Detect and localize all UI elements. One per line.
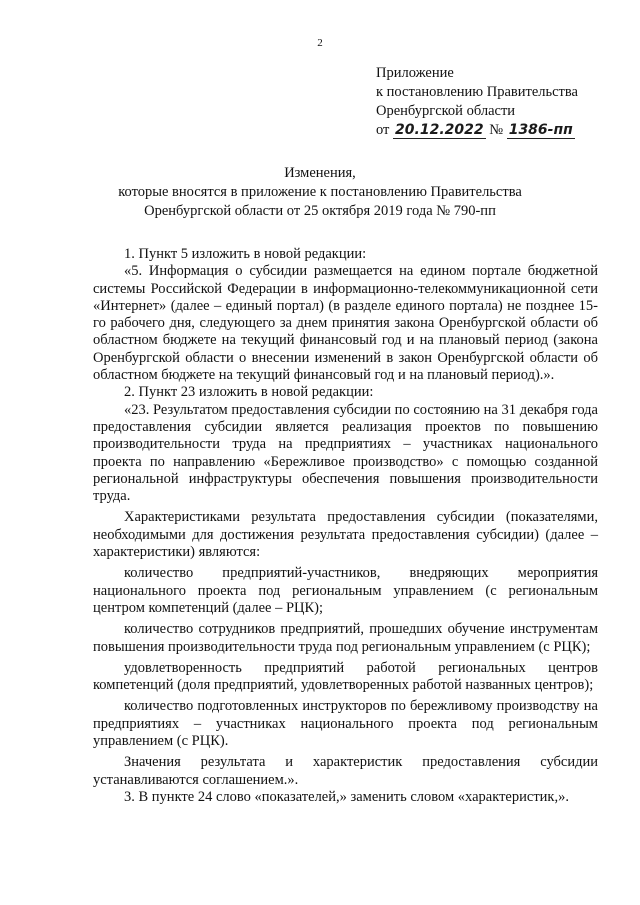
handwritten-date: 20.12.2022: [395, 122, 484, 138]
number-label: №: [489, 122, 504, 138]
title-line-1: Изменения,: [284, 165, 356, 181]
paragraph-characteristic-1: количество предприятий-участников, внедряющих мероприятия национального проекта под региональным управлением (с региональным центром компетенций (далее – РЦК);: [93, 565, 598, 616]
paragraph-item-1: 1. Пункт 5 изложить в новой редакции:: [124, 246, 367, 262]
appendix-header: [376, 64, 626, 140]
appendix-reference: к постановлению Правительства: [376, 84, 578, 100]
appendix-date-line: [376, 121, 626, 140]
paragraph-characteristic-2: количество сотрудников предприятий, прошедших обучение инструментам повышения производительности труда под региональным управлением (с РЦК);: [93, 621, 598, 655]
title-line-2: которые вносятся в приложение к постановлению Правительства: [118, 184, 522, 200]
paragraph-clause-5: «5. Информация о субсидии размещается на едином портале бюджетной системы Российской Федерации в информационно-телекоммуникационной сети «Интернет» (далее – единый портал) (в разделе единого портала) не позднее 15-го рабочего дня, следующего за днем принятия закона Оренбургской области об областном бюджете на текущий финансовый год и на плановый период (закона Оренбургской области о внесении изменений в закон Оренбургской области об областном бюджете на текущий финансовый год и на плановый период).».: [93, 263, 598, 384]
paragraph-item-2: 2. Пункт 23 изложить в новой редакции:: [124, 384, 374, 401]
page-number: 2: [317, 37, 323, 49]
paragraph-characteristic-4: количество подготовленных инструкторов по бережливому производству на предприятиях – участниках национального проекта под региональным управлением (с РЦК).: [93, 698, 598, 750]
document-title: [40, 164, 600, 221]
paragraph-clause-23: «23. Результатом предоставления субсидии по состоянию на 31 декабря года предоставления субсидии является реализация проектов по повышению производительности труда на предприятиях – участниках национального проекта по направлению «Бережливое производство» с помощью созданной региональной инфраструктуры обеспечения повышения производительности труда.: [93, 401, 598, 505]
appendix-region: Оренбургской области: [376, 103, 516, 119]
paragraph-characteristics: Характеристиками результата предоставления субсидии (показателями, необходимыми для достижения результата предоставления субсидии) (далее – характеристики) являются:: [93, 509, 598, 561]
paragraph-values: Значения результата и характеристик предоставления субсидии устанавливаются соглашением.».: [93, 754, 598, 788]
document-body: [93, 246, 598, 806]
from-label: от: [376, 122, 390, 138]
handwritten-number: 1386-пп: [508, 122, 573, 138]
paragraph-item-3: 3. В пункте 24 слово «показателей,» заменить словом «характеристик,».: [124, 788, 569, 805]
paragraph-characteristic-3: удовлетворенность предприятий работой региональных центров компетенций (доля предприятий, удовлетворенных работой названных центров);: [93, 659, 598, 694]
title-line-3: Оренбургской области от 25 октября 2019 года № 790-пп: [144, 203, 496, 219]
appendix-title: Приложение: [376, 65, 454, 81]
